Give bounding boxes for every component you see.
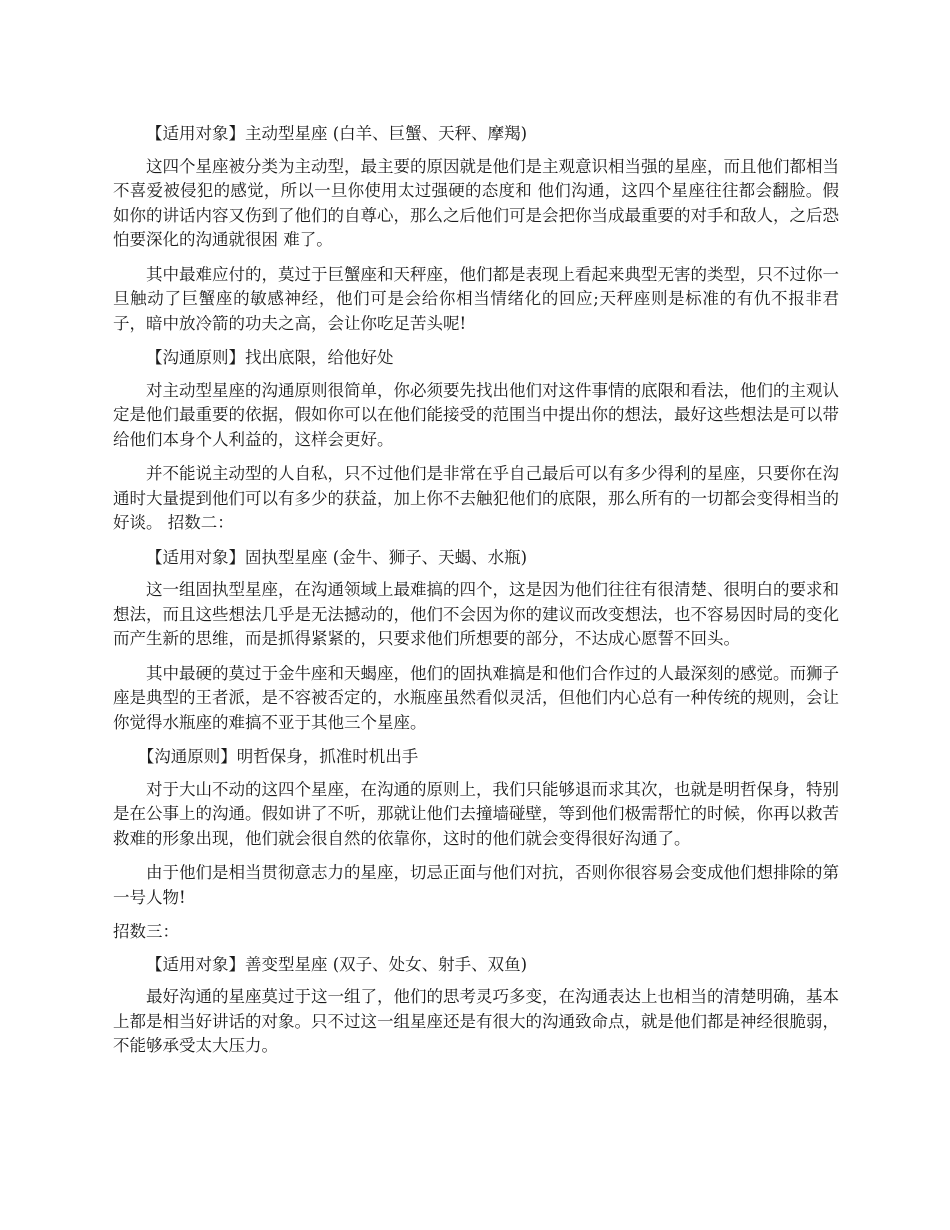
paragraph-active-principle: 对主动型星座的沟通原则很简单，你必须要先找出他们对这件事情的底限和看法，他们的主观认定是他们最重要的依据，假如你可以在他们能接受的范围当中提出你的想法，最好这些想法是可以带给他们本身个人利益的，这样会更好。 [113,380,839,449]
section-heading-target-mutable: 【适用对象】善变型星座 (双子、处女、射手、双鱼) [146,954,528,974]
paragraph-active-benefit: 并不能说主动型的人自私，只不过他们是非常在乎自己最后可以有多少得利的星座，只要你在沟通时大量提到他们可以有多少的获益，加上你不去触犯他们的底限，那么所有的一切都会变得相当的好谈。 招数二： [113,464,839,532]
section-heading-move-three: 招数三： [113,922,179,941]
section-heading-target-active: 【适用对象】主动型星座 (白羊、巨蟹、天秤、摩羯) [146,124,528,143]
section-heading-principle-stubborn: 【沟通原则】明哲保身，抓准时机出手 [137,747,419,766]
paragraph-stubborn-intro: 这一组固执型星座，在沟通领域上最难搞的四个，这是因为他们往往有很清楚、很明白的要求和想法，而且这些想法几乎是无法撼动的，他们不会因为你的建议而改变想法，也不容易因时局的变化而产生新的思维，而是抓得紧紧的，只要求他们所想要的部分，不达成心愿誓不回头。 [113,580,839,648]
paragraph-stubborn-principle: 对于大山不动的这四个星座，在沟通的原则上，我们只能够退而求其次，也就是明哲保身，特别是在公事上的沟通。假如讲了不听，那就让他们去撞墙碰壁，等到他们极需帮忙的时候，你再以救苦救难的形象出现，他们就会很自然的依靠你，这时的他们就会变得很好沟通了。 [113,779,839,848]
document-body [113,122,839,1069]
paragraph-stubborn-warning: 由于他们是相当贯彻意志力的星座，切忌正面与他们对抗，否则你很容易会变成他们想排除的第一号人物! [113,863,839,907]
paragraph-active-hardest: 其中最难应付的，莫过于巨蟹座和天秤座，他们都是表现上看起来典型无害的类型，只不过你一旦触动了巨蟹座的敏感神经，他们可是会给你相当情绪化的回应;天秤座则是标准的有仇不报非君子，暗中放冷箭的功夫之高，会让你吃足苦头呢! [113,264,839,333]
section-heading-target-stubborn: 【适用对象】固执型星座 (金牛、狮子、天蝎、水瓶) [146,547,528,567]
paragraph-mutable-intro: 最好沟通的星座莫过于这一组了，他们的思考灵巧多变，在沟通表达上也相当的清楚明确，基本上都是相当好讲话的对象。只不过这一组星座还是有很大的沟通致命点，就是他们都是神经很脆弱，不能够承受太大压力。 [113,987,839,1055]
paragraph-stubborn-hardest: 其中最硬的莫过于金牛座和天蝎座，他们的固执难搞是和他们合作过的人最深刻的感觉。而狮子座是典型的王者派，是不容被否定的，水瓶座虽然看似灵活，但他们内心总有一种传统的规则，会让你觉得水瓶座的难搞不亚于其他三个星座。 [113,663,839,732]
paragraph-active-intro: 这四个星座被分类为主动型，最主要的原因就是他们是主观意识相当强的星座，而且他们都相当不喜爱被侵犯的感觉，所以一旦你使用太过强硬的态度和 他们沟通，这四个星座往往都会翻脸。假如你的讲话内容又伤到了他们的自尊心，那么之后他们可是会把你当成最重要的对手和敌人，之后恐怕要深化的沟通就很困 难了。 [113,156,839,249]
section-heading-principle-active: 【沟通原则】找出底限，给他好处 [146,348,394,367]
